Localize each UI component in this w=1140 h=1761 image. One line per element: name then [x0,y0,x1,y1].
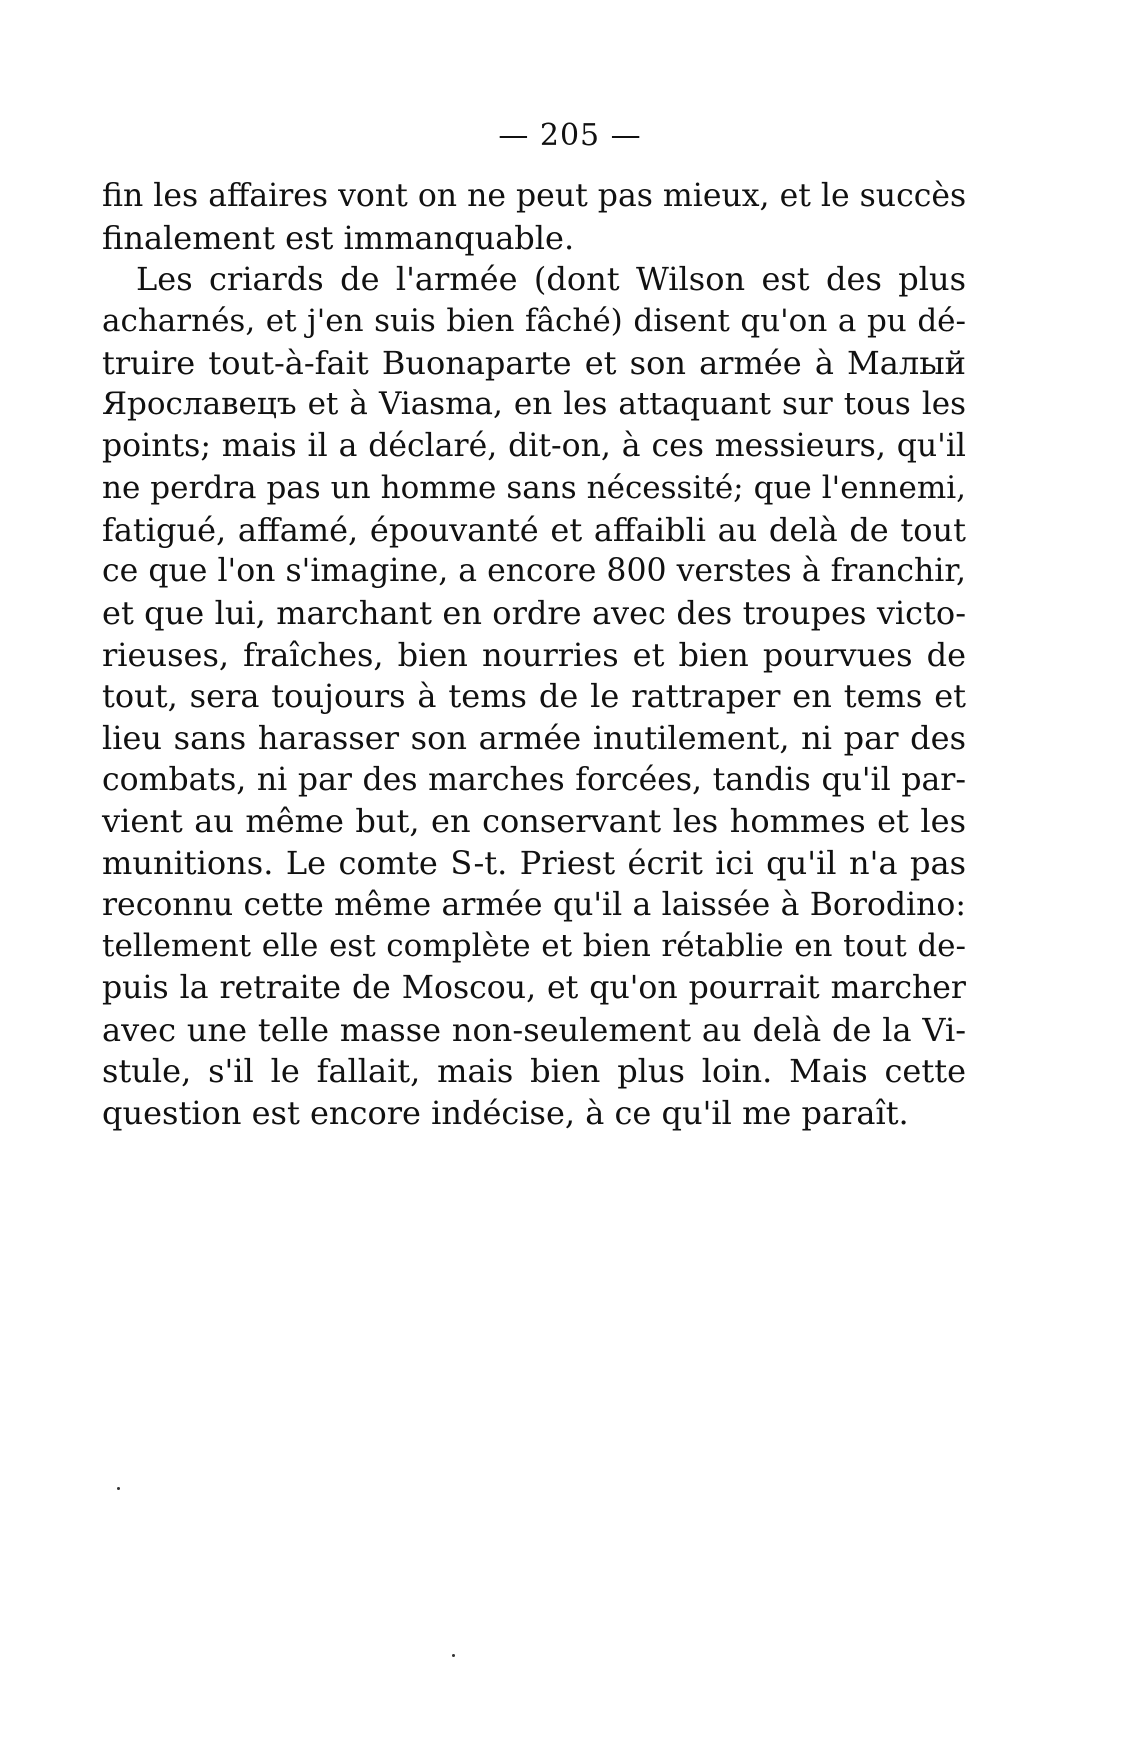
text-line: tellement elle est complète et bien rétablie en tout de- [102,928,966,965]
text-line: vient au même but, en conservant les hommes et les [102,802,966,841]
text-line: rieuses, fraîches, bien nourries et bien pourvues de [102,635,966,674]
text-line: points; mais il a déclaré, dit-on, à ces messieurs, qu'il [102,428,966,465]
text-line: munitions. Le comte S-t. Priest écrit ici qu'il n'a pas [102,844,966,882]
text-line: question est encore indécise, à ce qu'il me paraît. [102,1094,909,1133]
text-line: Les criards de l'armée (dont Wilson est des plus [136,260,966,299]
text-line: ce que l'on s'imagine, a encore 800 verstes à franchir, [102,553,966,590]
page-number: — 205 — [498,118,642,153]
text-line: tout, sera toujours à tems de le rattraper en tems et [102,677,966,716]
text-line: avec une telle masse non-seulement au delà de la Vi- [102,1010,966,1049]
text-line: finalement est immanquable. [102,218,575,257]
text-line: combats, ni par des marches forcées, tandis qu'il par- [102,761,966,798]
text-line: reconnu cette même armée qu'il a laissée à Borodino: [102,886,966,923]
scan-speck [452,1654,455,1657]
text-line: lieu sans harasser son armée inutilement, ni par des [102,718,966,757]
body-text [102,176,966,1135]
text-line: fin les affaires vont on ne peut pas mieux, et le succès [102,178,967,214]
text-line: stule, s'il le fallait, mais bien plus loin. Mais cette [102,1052,966,1091]
text-line: acharnés, et j'en suis bien fâché) disent qu'on a pu dé- [102,303,966,340]
text-line: Ярославецъ et à Viasma, en les attaquant sur tous les [102,386,966,423]
scan-speck [117,1487,120,1490]
text-line: truire tout-à-fait Buonaparte et son armée à Малый [102,343,966,382]
text-line: puis la retraite de Moscou, et qu'on pourrait marcher [102,970,966,1007]
text-line: fatigué, affamé, épouvanté et affaibli au delà de tout [102,510,966,549]
text-line: et que lui, marchant en ordre avec des troupes victo- [102,593,966,632]
text-line: ne perdra pas un homme sans nécessité; que l'ennemi, [102,469,966,506]
